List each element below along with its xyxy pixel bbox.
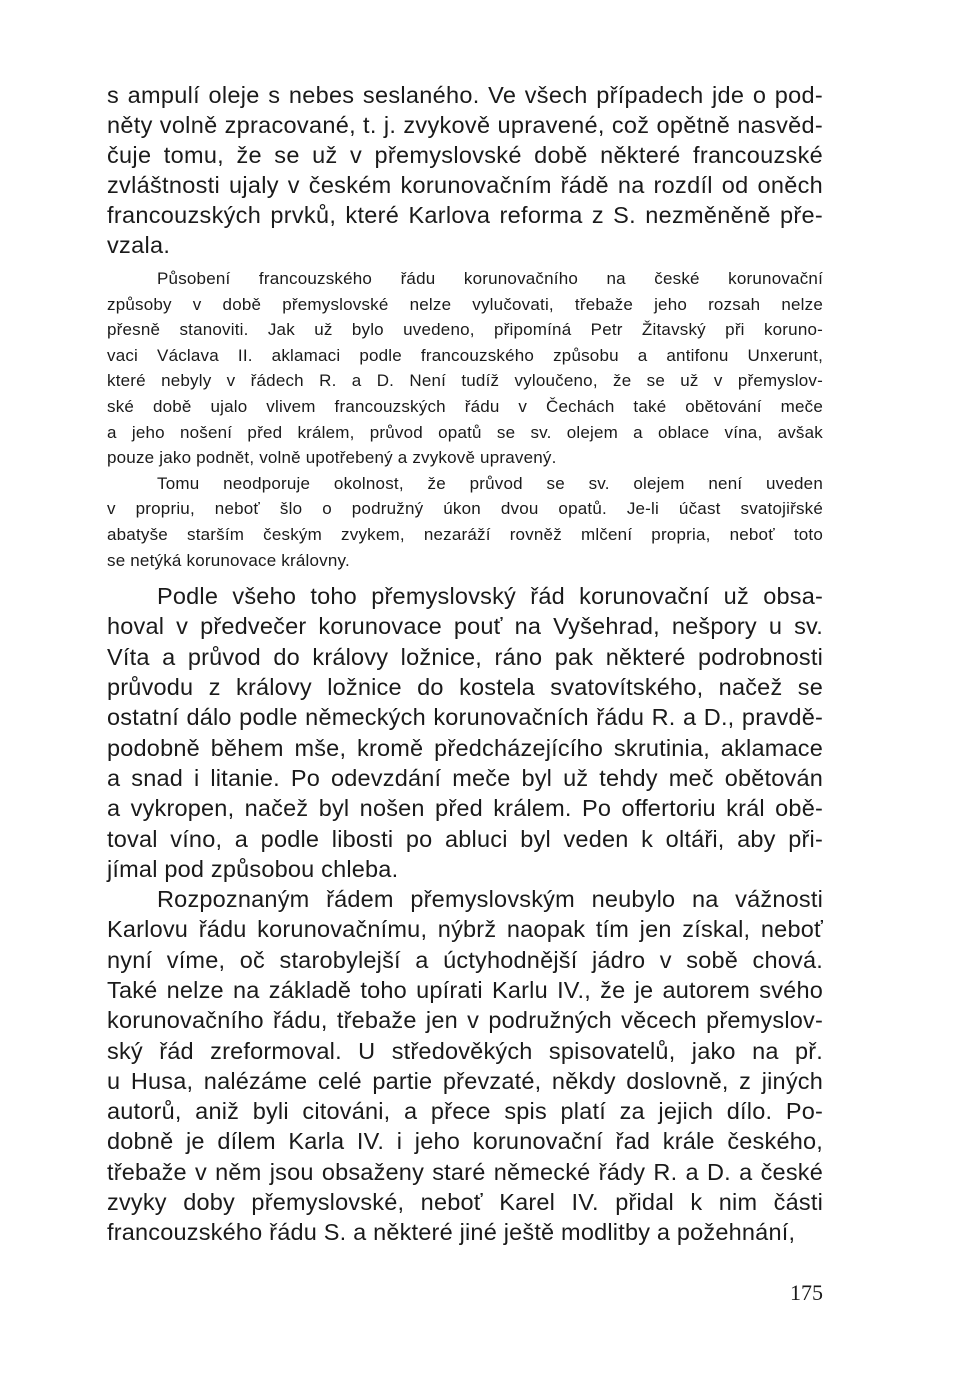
paragraph (107, 471, 823, 573)
text-line: ský řád zreformoval. U středověkých spisovatelů, jako na př. (107, 1037, 823, 1064)
text-line: Působení francouzského řádu korunovačního na české korunovační (157, 269, 823, 288)
text-line: v propriu, neboť šlo o podružný úkon dvou opatů. Je-li účast svatojiřské (107, 499, 823, 519)
paragraph (107, 266, 823, 471)
text-line: Podle všeho toho přemyslovský řád korunovační už obsa- (157, 583, 823, 610)
text-line: toval víno, a podle libosti po abluci byl veden k oltáři, aby při- (107, 825, 823, 852)
text-line: podobně během mše, kromě předcházejícího skrutinia, aklamace (107, 734, 823, 761)
text-line: průvodu z královy ložnice do kostela svatovítského, načež se (107, 674, 823, 701)
text-line: a snad i litanie. Po odevzdání meče byl už tehdy meč obětován (107, 764, 823, 791)
text-line: autorů, aniž byli citováni, a přece spis platí za jejich dílo. Po- (107, 1098, 823, 1125)
text-line: Víta a průvod do královy ložnice, ráno pak některé podrobnosti (107, 643, 823, 670)
paragraph (107, 581, 823, 884)
text-line: a jeho nošení před králem, průvod opatů se sv. olejem a oblace vína, avšak (107, 422, 823, 442)
text-line: ostatní dálo podle německých korunovačních řádu R. a D., pravdě- (107, 704, 823, 731)
text-line: zvláštnosti ujaly v českém korunovačním řádě na rozdíl od oněch (107, 172, 823, 198)
text-line: a vykropen, načež byl nošen před králem. Po offertoriu král obě- (107, 795, 823, 822)
text-line: abatyše starším českým zvykem, nezaráží rovněž mlčení propria, neboť toto (107, 524, 823, 544)
text-line: ské době ujalo vlivem francouzských řádu v Čechách také obětování meče (107, 396, 823, 416)
text-line: dobně je dílem Karla IV. i jeho korunovační řad krále českého, (107, 1128, 823, 1155)
text-line: francouzského řádu S. a některé jiné ještě modlitby a požehnání, (107, 1219, 796, 1246)
text-line: s ampulí oleje s nebes seslaného. Ve všech případech jde o pod- (107, 82, 823, 108)
small-print-section (107, 266, 823, 573)
text-line: vaci Václava II. aklamaci podle francouzského způsobu a antifonu Unxerunt, (107, 345, 823, 365)
text-line: u Husa, nalézáme celé partie převzaté, někdy doslovně, z jiných (107, 1067, 823, 1094)
text-line: nyní víme, oč starobylejší a úctyhodnější jádro v sobě chová. (107, 946, 823, 973)
paragraph (107, 884, 823, 1248)
text-line: Tomu neodporuje okolnost, že průvod se sv. olejem není uveden (157, 473, 823, 493)
text-line: pouze jako podnět, volně upotřebený a zvykově upravený. (107, 448, 557, 468)
text-line: Karlovu řádu korunovačnímu, nýbrž naopak tím jen získal, neboť (107, 916, 823, 943)
page-body (107, 80, 823, 1248)
text-line: zvyky doby přemyslovské, neboť Karel IV. přidal k nim části (107, 1189, 823, 1216)
main-text-section (107, 581, 823, 1248)
text-line: Rozpoznaným řádem přemyslovským neubylo na vážnosti (157, 886, 823, 913)
text-line: korunovačního řádu, třebaže jen v podružných věcech přemyslov- (107, 1007, 823, 1034)
continuation-paragraph (107, 80, 823, 260)
text-line: přesně stanoviti. Jak už bylo uvedeno, připomíná Petr Žitavský při koruno- (107, 320, 823, 340)
text-line: francouzských prvků, které Karlova reforma z S. nezměněně pře- (107, 202, 823, 228)
text-line: třebaže v něm jsou obsaženy staré německé řády R. a D. a české (107, 1158, 823, 1185)
text-line: hoval v předvečer korunovace pouť na Vyšehrad, nešpory u sv. (107, 613, 823, 640)
text-line: se netýká korunovace královny. (107, 550, 350, 570)
text-line: vzala. (107, 232, 171, 258)
text-line: něty volně zpracované, t. j. zvykově upravené, což opětně nasvěd- (107, 112, 823, 138)
text-line: které nebyly v řádech R. a D. Není tudíž vyloučeno, že se už v přemyslov- (107, 371, 823, 391)
text-line: čuje tomu, že se už v přemyslovské době některé francouzské (107, 142, 823, 168)
text-line: způsoby v době přemyslovské nelze vylučovati, třebaže jeho rozsah nelze (107, 294, 823, 314)
text-line: Také nelze na základě toho upírati Karlu IV., že je autorem svého (107, 976, 823, 1003)
page-number: 175 (790, 1280, 823, 1305)
text-line: jímal pod způsobou chleba. (107, 855, 399, 882)
